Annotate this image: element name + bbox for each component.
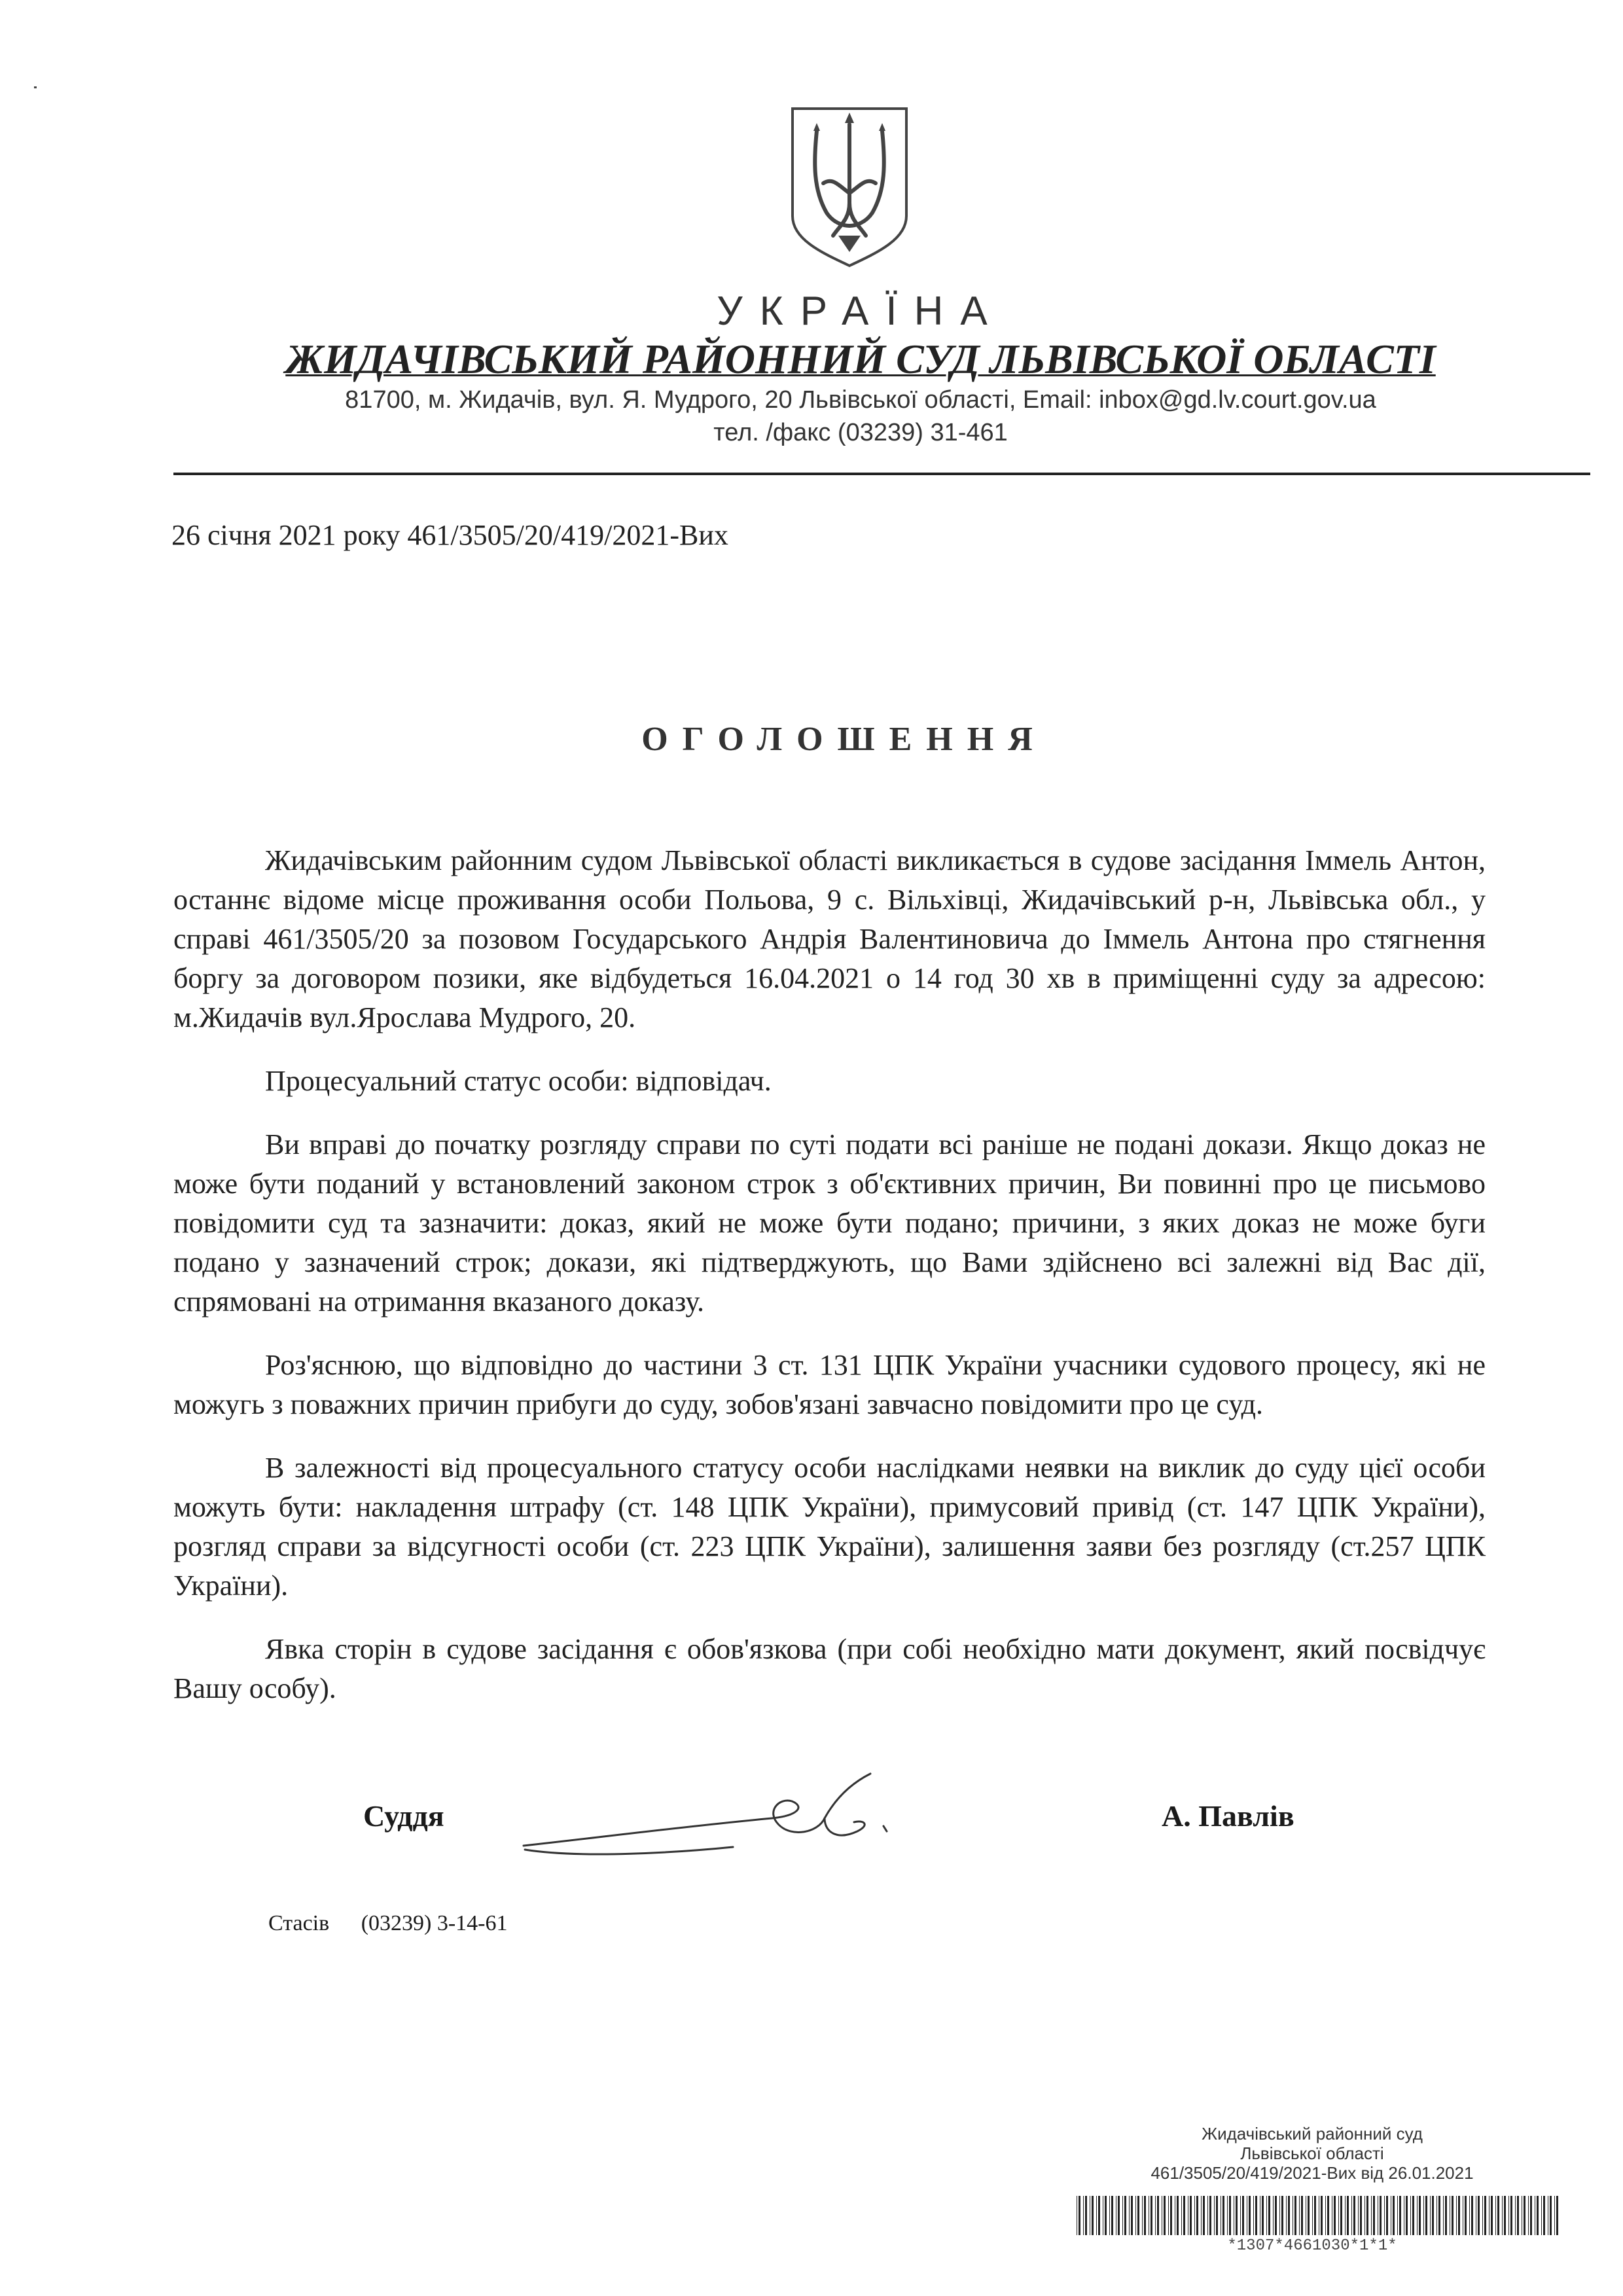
court-name: ЖИДАЧІВСЬКИЙ РАЙОННИЙ СУД ЛЬВІВСЬКОЇ ОБЛАСТІ [285, 336, 1436, 382]
paragraph-status: Процесуальний статус особи: відповідач. [265, 1065, 772, 1097]
barcode-text: *1307*4661030*1*1* [1227, 2237, 1397, 2255]
handwritten-signature [517, 1761, 897, 1872]
document-body [173, 841, 1486, 1732]
paragraph-consequences: В залежності від процесуального статусу особи наслідками неявки на виклик до суду цієї особи можуть бути: накладення штрафу (ст. 148 ЦПК України), примусовий привід (ст. 147 ЦПК України), розгляд справи за відсугності особи (ст. 223 ЦПК України), залишення заяви без розгляду (ст.257 ЦПК України). [173, 1452, 1486, 1602]
paragraph-evidence: Ви вправі до початку розгляду справи по суті подати всі раніше не подані докази. Якщо доказ не може бути поданий у встановлений законом строк з об'єктивних причин, Ви повинні про це письмово повідомити суд та зазначити: доказ, який не може бути подано; причини, з яких доказ не може буги подано у зазначений строк; докази, які підтверджують, що Вами здійснено всі залежні від Вас дії, спрямовані на отримання вказаного доказу. [173, 1128, 1486, 1318]
stamp-number: 461/3505/20/419/2021-Вих від 26.01.2021 [1150, 2163, 1474, 2183]
stamp-court: Жидачівський районний суд [1202, 2124, 1423, 2144]
paragraph-summons: Жидачівським районним судом Львівської області викликається в судове засідання Іммель Антон, останнє відоме місце проживання особи Польова, 9 с. Вільхівці, Жидачівський р-н, Львівська обл., у справі 461/3505/20 за позовом Государського Андрія Валентиновича до Іммель Антона про стягнення боргу за договором позики, яке відбудеться 16.04.2021 о 14 год 30 хв в приміщенні суду за адресою: м.Жидачів вул.Ярослава Мудрого, 20. [173, 844, 1486, 1033]
coat-of-arms-icon [787, 105, 912, 268]
barcode [1077, 2196, 1561, 2235]
clerk-contact [268, 1911, 533, 1936]
court-address: 81700, м. Жидачів, вул. Я. Мудрого, 20 Львівської області, Email: inbox@gd.lv.court.gov.ua [345, 386, 1376, 414]
clerk-phone: (03239) 3-14-61 [361, 1911, 508, 1935]
judge-label: Суддя [363, 1799, 444, 1833]
clerk-name: Стасів [268, 1911, 330, 1935]
judge-name: А. Павлів [1162, 1799, 1294, 1833]
court-phone: тел. /факс (03239) 31-461 [713, 419, 1008, 446]
document-reference: 26 січня 2021 року 461/3505/20/419/2021-Вих [171, 519, 728, 551]
paragraph-attendance: Явка сторін в судове засідання є обов'язкова (при собі необхідно мати документ, який посвідчує Вашу особу). [173, 1633, 1486, 1704]
country-heading: УКРАЇНА [717, 289, 1005, 334]
document-title: ОГОЛОШЕННЯ [641, 721, 1047, 758]
scan-speck [34, 86, 37, 88]
header-divider [173, 473, 1590, 475]
stamp-region: Львівської області [1240, 2144, 1384, 2163]
registration-stamp [1060, 2124, 1564, 2183]
paragraph-absence-notice: Роз'яснюю, що відповідно до частини 3 ст. 131 ЦПК України учасники судового процесу, які не можугь з поважних причин прибуги до суду, зобов'язані завчасно повідомити про це суд. [173, 1349, 1486, 1420]
